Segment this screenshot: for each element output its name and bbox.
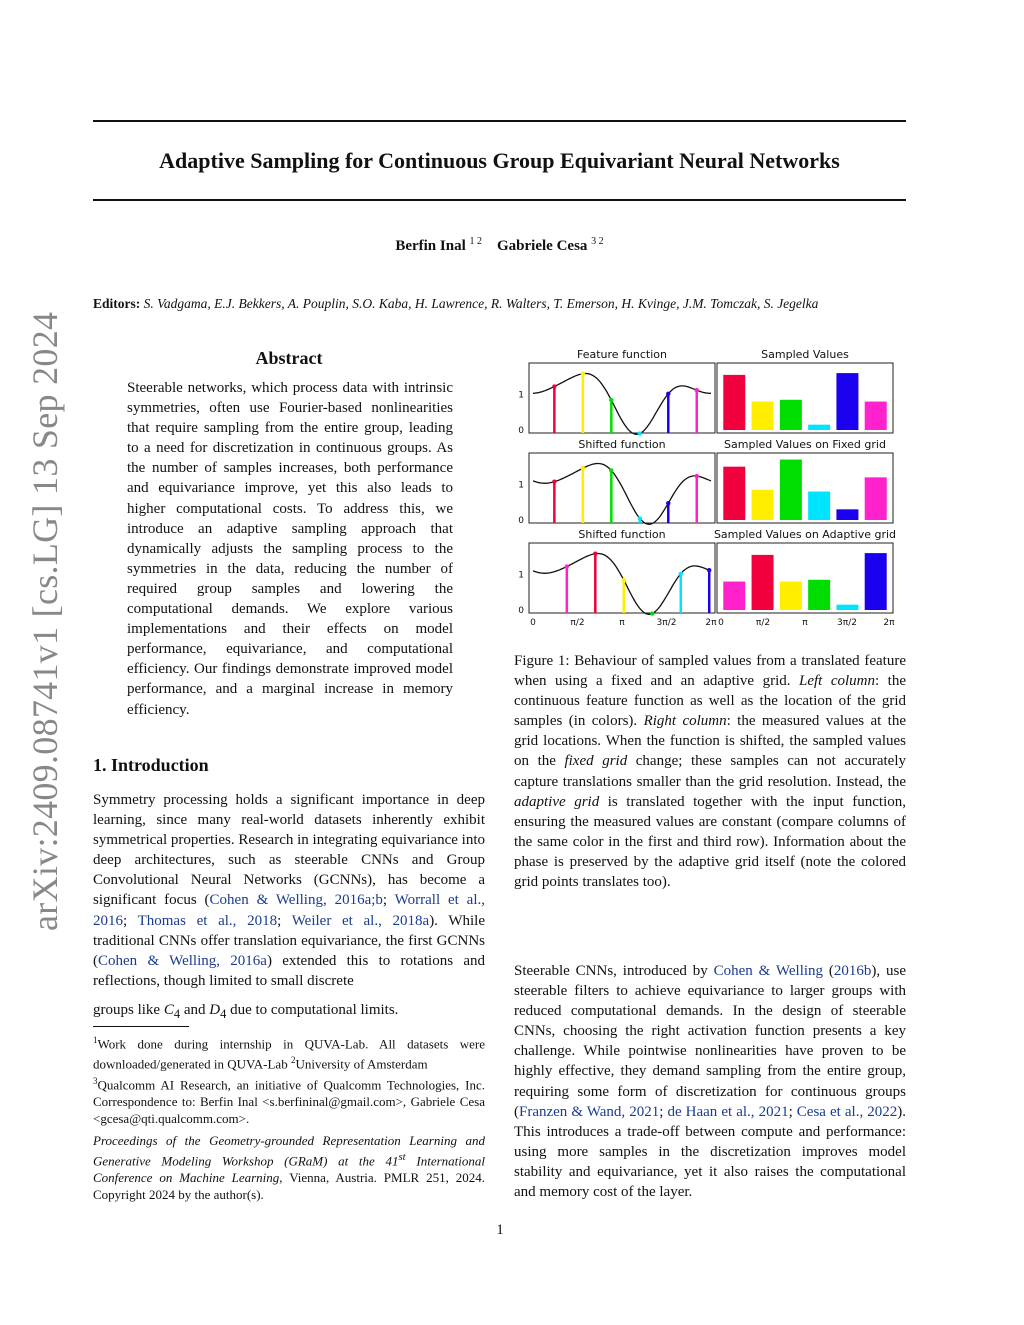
- sample-point: [638, 516, 642, 520]
- sample-point: [581, 371, 585, 375]
- bar: [780, 582, 802, 610]
- abstract-text: Steerable networks, which process data with intrinsic symmetries, often use Fourier-based nonlinearities that require sampling from the entire group, leading to a need for discretization in continuous groups. As the number of samples increases, both performance and equivariance improve, yet this also leads to higher computational costs. To address this, we introduce an adaptive sampling approach that dynamically adjusts the sampling process to the symmetries in the data, reducing the number of required group samples and lowering the computational demands. We explore various implementations and their effects on model performance, equivariance, and computational efficiency. Our findings demonstrate improved model performance, and a marginal increase in memory efficiency.: [127, 380, 453, 718]
- body-text: Steerable CNNs, introduced by: [514, 963, 714, 979]
- paper-title: Adaptive Sampling for Continuous Group Equivariant Neural Networks: [159, 148, 840, 173]
- citation-link[interactable]: Weiler et al., 2018a: [291, 912, 430, 929]
- y-tick-label: 1: [518, 390, 524, 401]
- y-tick-label: 1: [518, 480, 524, 491]
- citation-link[interactable]: Cohen & Welling, 2016a;b: [209, 892, 383, 909]
- footnote-text: Qualcomm AI Research, an initiative of Qualcomm Technologies, Inc. Correspondence to: Berfin Inal <s.berfininal@gmail.com>, Gabriele Cesa <gcesa@qti.qualcomm.com>.: [93, 1076, 485, 1126]
- math-symbol: D: [209, 1002, 221, 1018]
- caption-text: Figure 1: Behaviour of sampled values from a translated feature when using a fixed and an adaptive grid.: [514, 653, 906, 690]
- x-tick-label: π: [802, 618, 808, 628]
- introduction-paragraph: [93, 790, 485, 991]
- y-tick-label: 0: [518, 606, 524, 616]
- caption-emph: fixed grid: [564, 753, 628, 770]
- bar: [723, 467, 745, 520]
- bar: [808, 492, 830, 520]
- sample-point: [695, 474, 699, 478]
- caption-text: : the measured values at the grid locations. When the function is shifted, the sampled values on the: [514, 713, 906, 770]
- panel-title: Shifted function: [578, 438, 666, 451]
- intro-text: ;: [382, 892, 395, 909]
- citation-link[interactable]: Franzen & Wand, 2021: [519, 1103, 660, 1120]
- caption-text: is translated together with the input function, ensuring the measured values are constant (compare columns of the same color in the first and third row). Information about the phase is preserved by the adaptive grid itself (note the colored grid points translates too).: [514, 793, 907, 891]
- bar: [836, 373, 858, 430]
- footnote-mark: 2: [290, 1055, 296, 1066]
- citation-link[interactable]: Cohen & Welling: [713, 963, 824, 979]
- editors-names: S. Vadgama, E.J. Bekkers, A. Pouplin, S.O. Kaba, H. Lawrence, R. Walters, T. Emerson, H. Kvinge, J.M. Tomczak, S. Jegelka: [143, 296, 819, 311]
- citation-link[interactable]: 2016b: [833, 963, 872, 979]
- sample-point: [666, 501, 670, 505]
- bar: [808, 425, 830, 430]
- bar: [780, 460, 802, 520]
- footnote-mark: 3: [93, 1075, 98, 1086]
- panel-title: Sampled Values on Fixed grid: [724, 438, 886, 451]
- citation-link[interactable]: Thomas et al., 2018: [137, 912, 278, 929]
- intro-text: ;: [123, 912, 138, 929]
- x-tick-label: 2π: [883, 618, 895, 628]
- x-tick-label: π/2: [570, 618, 585, 628]
- editors-line: [93, 296, 923, 312]
- footnote-text: Work done during internship in QUVA-Lab. All datasets were downloaded/generated in QUVA-Lab: [93, 1036, 485, 1072]
- bar: [752, 490, 774, 520]
- sample-point: [609, 468, 613, 472]
- author-affiliation: 1 2: [469, 236, 483, 247]
- bar: [723, 582, 745, 610]
- panel-title: Feature function: [577, 348, 667, 361]
- footnote-rule: [93, 1026, 189, 1027]
- math-subscript: 4: [220, 1007, 227, 1021]
- sample-point: [666, 392, 670, 396]
- author-name: Berfin Inal: [395, 238, 466, 254]
- bar: [752, 555, 774, 610]
- x-tick-label: π/2: [755, 618, 771, 628]
- title-bottom-rule: [93, 199, 906, 201]
- bar: [865, 477, 887, 520]
- intro-text: groups like: [93, 1002, 164, 1018]
- top-rule: [93, 120, 906, 122]
- footnote-mark: 1: [93, 1035, 98, 1045]
- sample-point: [622, 578, 626, 582]
- x-tick-label: 3π/2: [656, 618, 677, 628]
- bar: [836, 509, 858, 520]
- feature-curve: [533, 554, 711, 615]
- body-text: (: [823, 963, 834, 979]
- intro-text: ;: [277, 912, 292, 929]
- intro-text: and: [180, 1002, 210, 1018]
- bar: [780, 400, 802, 430]
- caption-text: : the continuous feature function as well as the location of the grid samples (in colors).: [514, 673, 906, 730]
- bar: [865, 553, 887, 610]
- x-tick-label: 0: [530, 618, 536, 628]
- abstract-heading: Abstract: [255, 348, 323, 368]
- author-name: Gabriele Cesa: [497, 238, 588, 254]
- arxiv-watermark: arXiv:2409.08741v1 [cs.LG] 13 Sep 2024: [25, 311, 65, 931]
- bar: [836, 605, 858, 610]
- intro-text: Symmetry processing holds a significant importance in deep learning, since many real-world datasets inherently exhibit symmetrical properties. Research in integrating equivariance into deep architectures, such as steerable CNNs and Group Convolutional Neural Networks (GCNNs), has become a significant focus (: [93, 792, 485, 909]
- bar: [723, 375, 745, 430]
- x-tick-label: π: [619, 618, 625, 628]
- proceedings-note: [93, 1132, 485, 1203]
- y-tick-label: 1: [518, 570, 524, 581]
- citation-link[interactable]: de Haan et al., 2021: [667, 1103, 789, 1120]
- body-text: ;: [788, 1103, 797, 1120]
- sample-point: [679, 572, 683, 576]
- intro-text: ) extended this to rotations and reflections, though limited to small discrete: [93, 952, 485, 989]
- right-column-paragraph: [514, 961, 906, 1202]
- sample-point: [609, 398, 613, 402]
- body-text: ;: [659, 1103, 668, 1120]
- author-list: [93, 236, 906, 255]
- introduction-paragraph-end: [93, 1000, 485, 1024]
- bar: [865, 402, 887, 430]
- y-tick-label: 0: [518, 426, 524, 436]
- body-text: ). This introduces a trade-off between compute and performance: using more samples in the discretization improves model stability and equivariance, yet it also raises the computational and memory cost of the layer.: [514, 1103, 906, 1201]
- caption-emph: adaptive grid: [514, 793, 600, 810]
- feature-curve: [533, 374, 711, 435]
- math-subscript: 4: [173, 1007, 181, 1021]
- caption-emph: Left column: [799, 673, 875, 690]
- sample-point: [581, 466, 585, 470]
- panel-title: Sampled Values on Adaptive grid: [713, 528, 897, 541]
- sample-point: [707, 568, 711, 572]
- x-tick-label: 0: [718, 618, 724, 628]
- sample-point: [552, 384, 556, 388]
- caption-emph: Right column: [643, 713, 727, 730]
- x-tick-label: 2π: [705, 618, 717, 628]
- citation-link[interactable]: Cesa et al., 2022: [796, 1103, 898, 1120]
- x-tick-label: 3π/2: [837, 618, 857, 628]
- sample-point: [552, 479, 556, 483]
- panel-title: Sampled Values: [761, 348, 849, 361]
- caption-text: change; these samples can not accurately capture translations smaller than the grid resolution. Instead, the: [514, 753, 907, 790]
- citation-link[interactable]: Worrall et al., 2016: [93, 892, 485, 929]
- math-symbol: C: [163, 1002, 174, 1018]
- page-number: 1: [496, 1222, 504, 1238]
- editors-label: Editors:: [93, 296, 141, 311]
- left-panel-frame: [529, 363, 715, 433]
- footnote-text: University of Amsterdam: [295, 1056, 428, 1072]
- bar: [808, 580, 830, 610]
- sample-point: [565, 564, 569, 568]
- proceedings-venue: International Conference on Machine Learning: [93, 1153, 485, 1186]
- sample-point: [695, 388, 699, 392]
- proceedings-copyright: , Vienna, Austria. PMLR 251, 2024. Copyright 2024 by the author(s).: [93, 1170, 485, 1203]
- proceedings-sup: st: [398, 1151, 406, 1163]
- panel-title: Shifted function: [578, 528, 666, 541]
- introduction-heading: 1. Introduction: [93, 755, 209, 775]
- sample-point: [650, 611, 654, 615]
- intro-text: due to computational limits.: [226, 1002, 399, 1018]
- body-text: ), use steerable filters to achieve equivariance to larger groups with reduced computational demands. In the design of steerable CNNs, choosing the right activation function presents a key challenge. While pointwise nonlinearities have proven to be highly effective, they demand sampling from the entire group, requiring some form of discretization for continuous groups (: [514, 963, 906, 1120]
- feature-curve: [533, 464, 711, 525]
- citation-link[interactable]: Cohen & Welling, 2016a: [98, 952, 267, 969]
- figure-1: [503, 345, 913, 635]
- sample-point: [638, 431, 642, 435]
- figure-caption: [514, 651, 906, 892]
- footnote: [93, 1032, 485, 1127]
- bar: [752, 402, 774, 430]
- proceedings-venue: Proceedings of the Geometry-grounded Representation Learning and Generative Modeling Workshop (GRaM) at the 41: [93, 1133, 485, 1169]
- sample-point: [593, 551, 597, 555]
- y-tick-label: 0: [518, 516, 524, 526]
- author-affiliation: 3 2: [591, 236, 604, 247]
- intro-text: ). While traditional CNNs offer translation equivariance, the first GCNNs (: [93, 912, 485, 969]
